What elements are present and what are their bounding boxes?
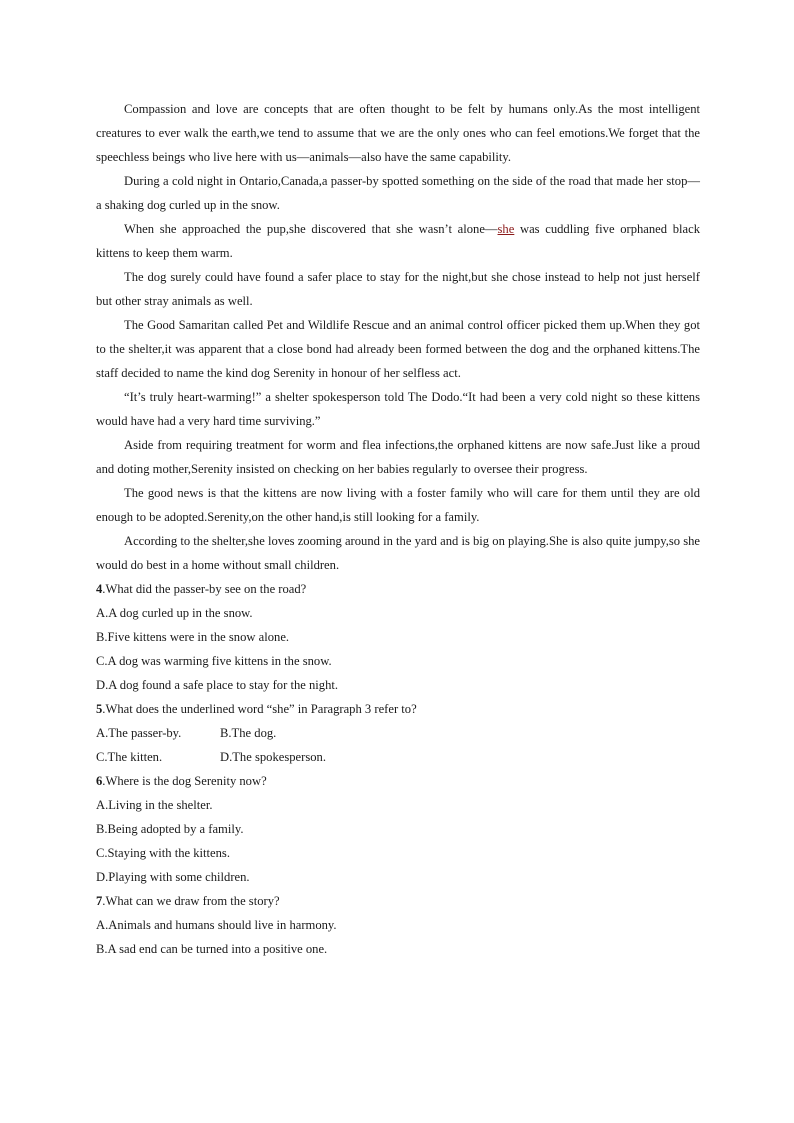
question-6 bbox=[96, 769, 700, 889]
question-5-options-row-2 bbox=[96, 745, 700, 769]
question-4-option-c: C.A dog was warming five kittens in the snow. bbox=[96, 654, 332, 668]
paragraph-1: Compassion and love are concepts that are often thought to be felt by humans only.As the most intelligent creatures to ever walk the earth,we tend to assume that we are the only ones who can feel emotions.We forget that the speechless beings who live here with us—animals—also have the same capability. bbox=[96, 102, 700, 164]
question-5-option-d: D.The spokesperson. bbox=[220, 750, 326, 764]
question-5-stem bbox=[96, 697, 700, 721]
question-text: .What does the underlined word “she” in Paragraph 3 refer to? bbox=[102, 702, 417, 716]
paragraph-3 bbox=[96, 217, 700, 265]
question-5-option-b: B.The dog. bbox=[220, 726, 277, 740]
question-7-stem bbox=[96, 889, 700, 913]
question-4 bbox=[96, 577, 700, 697]
question-5 bbox=[96, 697, 700, 769]
question-6-stem bbox=[96, 769, 700, 793]
question-number: 7 bbox=[96, 894, 103, 908]
question-4-option-a: A.A dog curled up in the snow. bbox=[96, 606, 253, 620]
question-6-option-a: A.Living in the shelter. bbox=[96, 798, 213, 812]
question-5-option-c: C.The kitten. bbox=[96, 750, 163, 764]
question-4-stem bbox=[96, 577, 700, 601]
paragraph-3-end: was cuddling five orphaned black kittens to keep them warm. bbox=[96, 222, 700, 260]
paragraph-7: Aside from requiring treatment for worm and flea infections,the orphaned kittens are now safe.Just like a proud and doting mother,Serenity insisted on checking on her babies regularly to oversee their progress. bbox=[96, 438, 700, 476]
question-6-option-d: D.Playing with some children. bbox=[96, 870, 250, 884]
paragraph-8: The good news is that the kittens are now living with a foster family who will care for them until they are old enough to be adopted.Serenity,on the other hand,is still looking for a family. bbox=[96, 486, 700, 524]
paragraph-4: The dog surely could have found a safer place to stay for the night,but she chose instead to help not just herself but other stray animals as well. bbox=[96, 270, 700, 308]
question-7-option-a: A.Animals and humans should live in harmony. bbox=[96, 918, 337, 932]
question-number: 4 bbox=[96, 582, 103, 596]
question-text: .What can we draw from the story? bbox=[102, 894, 280, 908]
question-6-option-c: C.Staying with the kittens. bbox=[96, 846, 230, 860]
question-5-option-a: A.The passer-by. bbox=[96, 726, 182, 740]
question-text: .Where is the dog Serenity now? bbox=[102, 774, 267, 788]
paragraph-5: The Good Samaritan called Pet and Wildlife Rescue and an animal control officer picked them up.When they got to the shelter,it was apparent that a close bond had already been formed between the dog and the orphaned kittens.The staff decided to name the kind dog Serenity in honour of her selfless act. bbox=[96, 318, 700, 380]
question-5-options-row-1 bbox=[96, 721, 700, 745]
question-6-option-b: B.Being adopted by a family. bbox=[96, 822, 244, 836]
question-text: .What did the passer-by see on the road? bbox=[102, 582, 307, 596]
paragraph-3-start: When she approached the pup,she discovered that she wasn’t alone— bbox=[124, 222, 498, 236]
question-4-option-b: B.Five kittens were in the snow alone. bbox=[96, 630, 290, 644]
document-page bbox=[96, 97, 700, 961]
paragraph-6: “It’s truly heart-warming!” a shelter spokesperson told The Dodo.“It had been a very cold night so these kittens would have had a very hard time surviving.” bbox=[96, 390, 700, 428]
underlined-word-she: she bbox=[497, 222, 515, 236]
paragraph-2: During a cold night in Ontario,Canada,a passer-by spotted something on the side of the road that made her stop—a shaking dog curled up in the snow. bbox=[96, 174, 700, 212]
question-4-option-d: D.A dog found a safe place to stay for the night. bbox=[96, 678, 339, 692]
question-number: 5 bbox=[96, 702, 103, 716]
paragraph-9: According to the shelter,she loves zooming around in the yard and is big on playing.She is also quite jumpy,so she would do best in a home without small children. bbox=[96, 534, 700, 572]
question-number: 6 bbox=[96, 774, 103, 788]
question-7 bbox=[96, 889, 700, 961]
question-7-option-b: B.A sad end can be turned into a positive one. bbox=[96, 942, 328, 956]
